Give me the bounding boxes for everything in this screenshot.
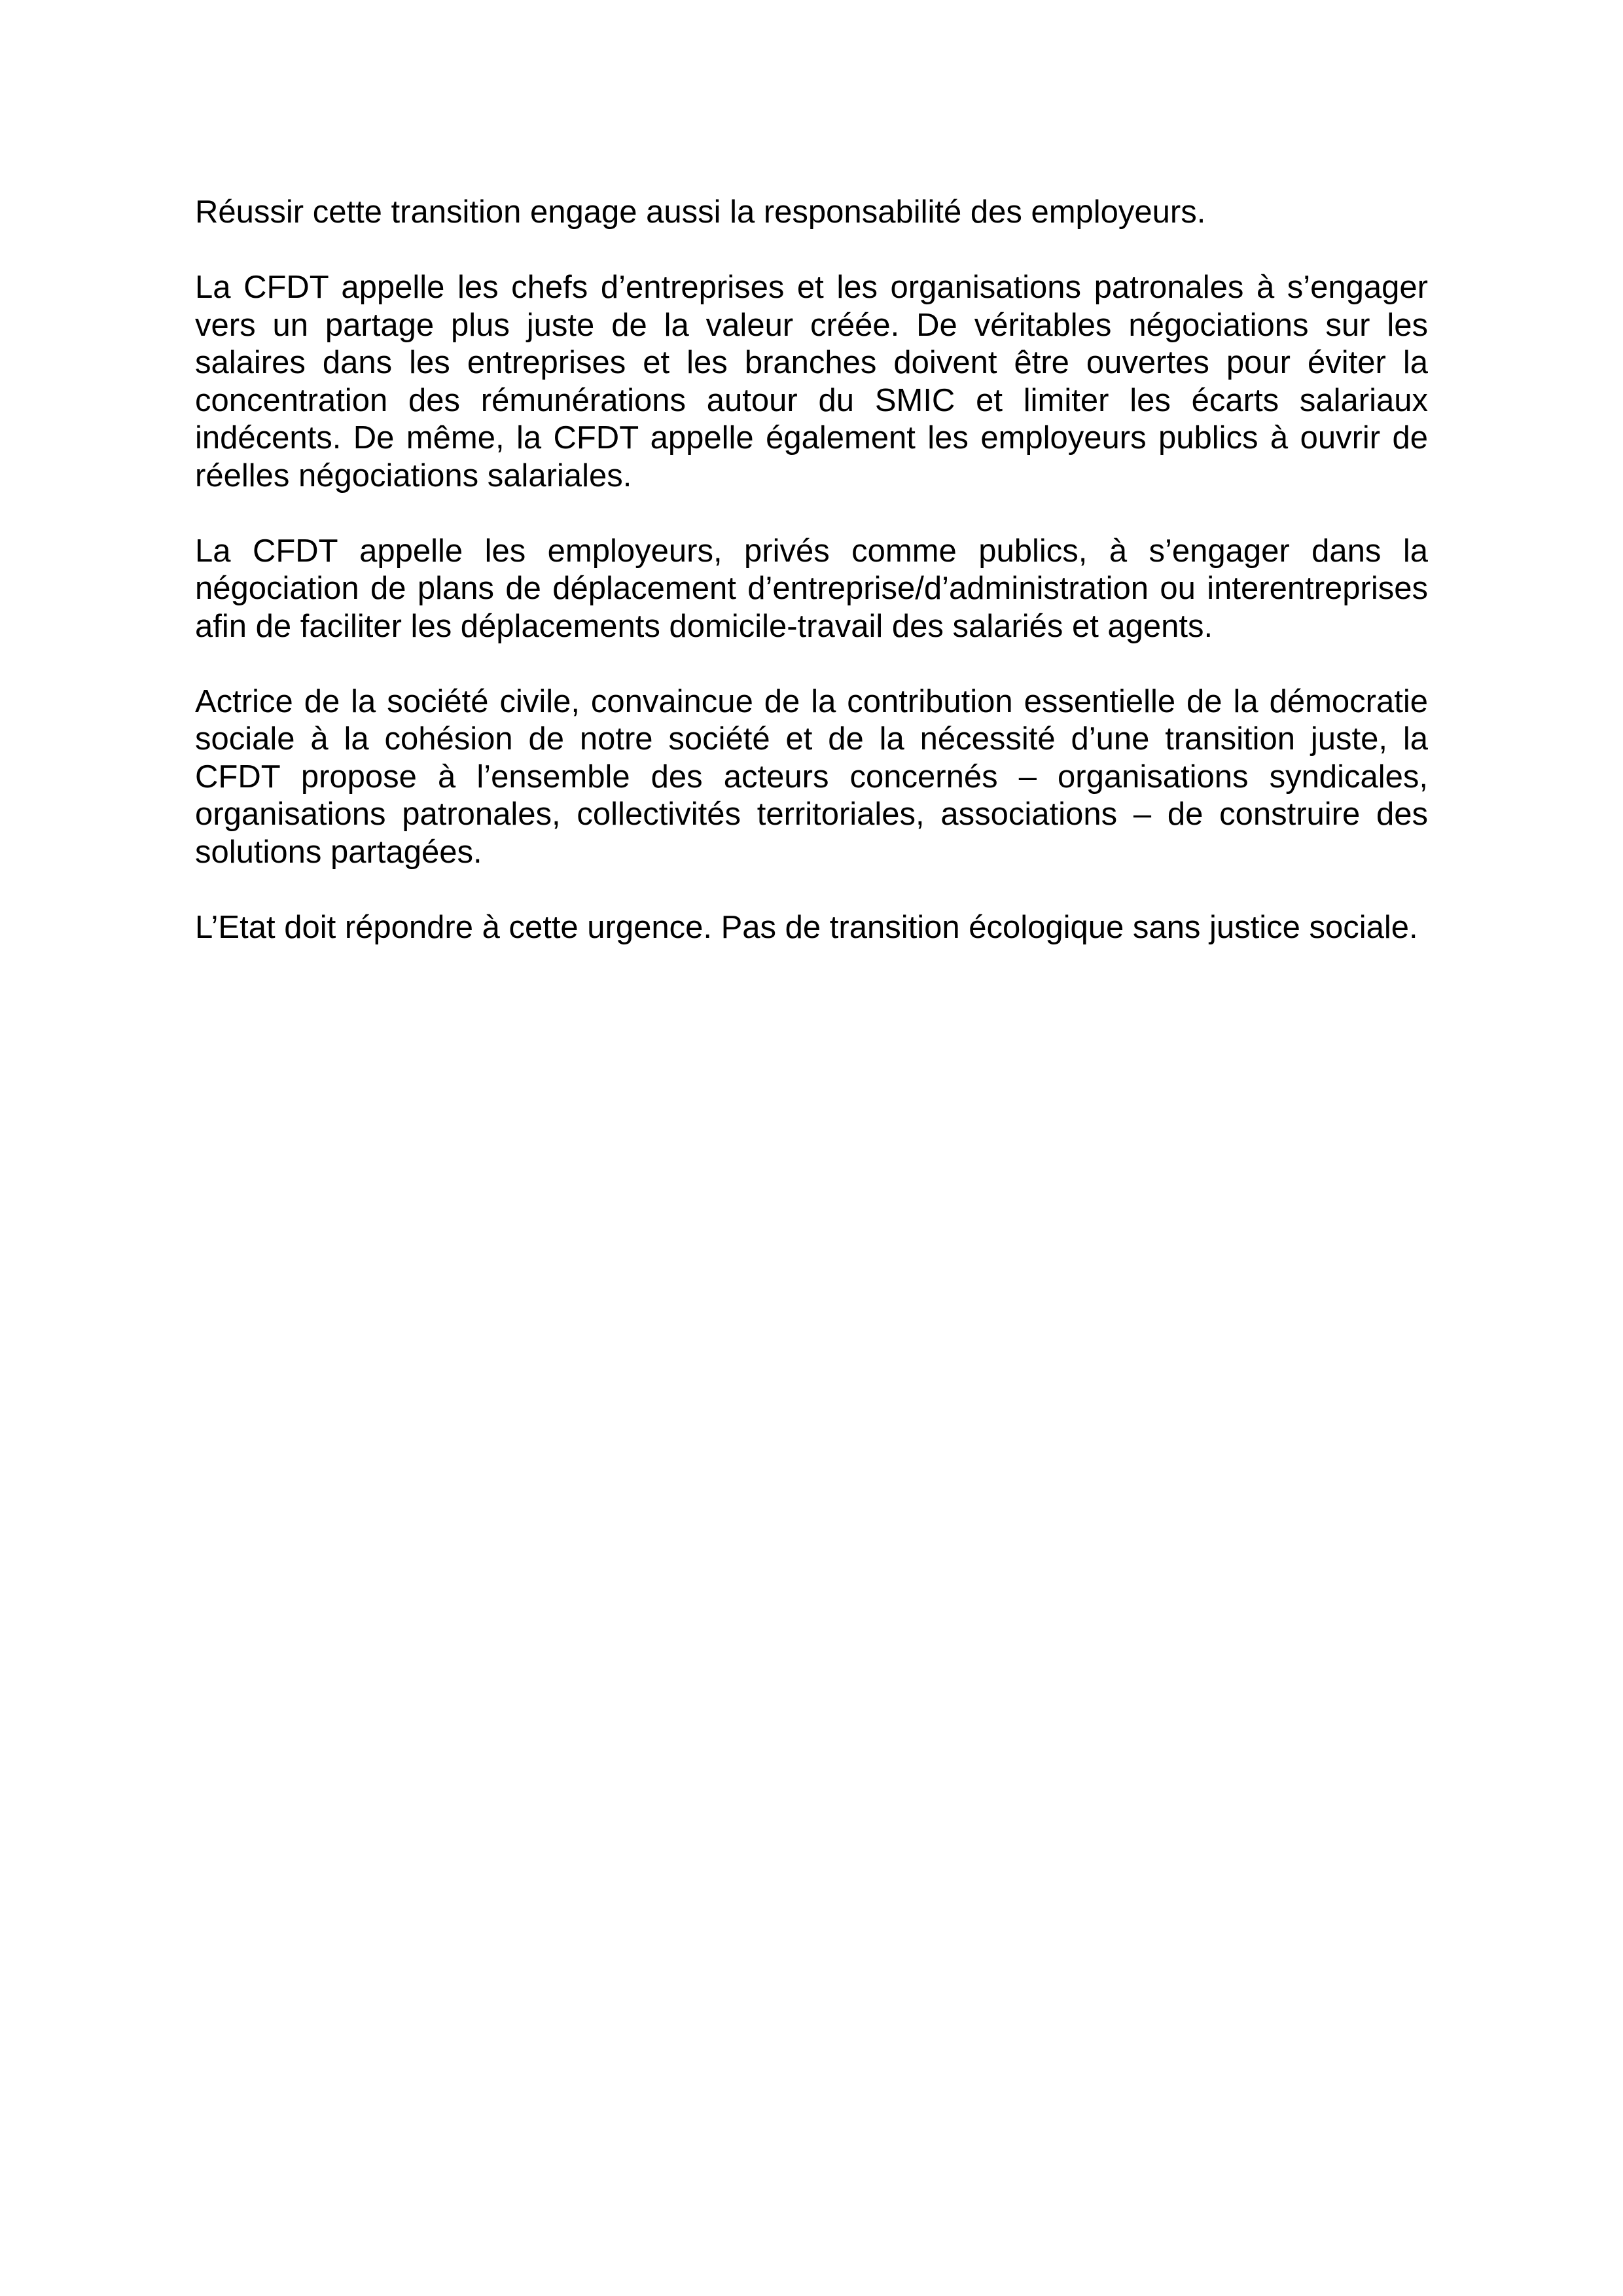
paragraph-commuting-plans: La CFDT appelle les employeurs, privés comme publics, à s’engager dans la négociation de plans de déplacement d’entreprise/d’administration ou interentreprises afin de faciliter les déplacements domicile-travail des salariés et agents. (195, 533, 1428, 644)
paragraph-state-urgency: L’Etat doit répondre à cette urgence. Pas de transition écologique sans justice sociale. (195, 909, 1418, 945)
document-page (195, 194, 1428, 984)
paragraph-wage-negotiations: La CFDT appelle les chefs d’entreprises et les organisations patronales à s’engager vers un partage plus juste de la valeur créée. De véritables négociations sur les salaires dans les entreprises et les branches doivent être ouvertes pour éviter la concentration des rémunérations autour du SMIC et limiter les écarts salariaux indécents. De même, la CFDT appelle également les employeurs publics à ouvrir de réelles négociations salariales. (195, 270, 1428, 493)
paragraph-civil-society: Actrice de la société civile, convaincue de la contribution essentielle de la démocratie sociale à la cohésion de notre société et de la nécessité d’une transition juste, la CFDT propose à l’ensemble des acteurs concernés – organisations syndicales, organisations patronales, collectivités territoriales, associations – de construire des solutions partagées. (195, 683, 1428, 870)
paragraph-employer-responsibility: Réussir cette transition engage aussi la responsabilité des employeurs. (195, 194, 1206, 230)
